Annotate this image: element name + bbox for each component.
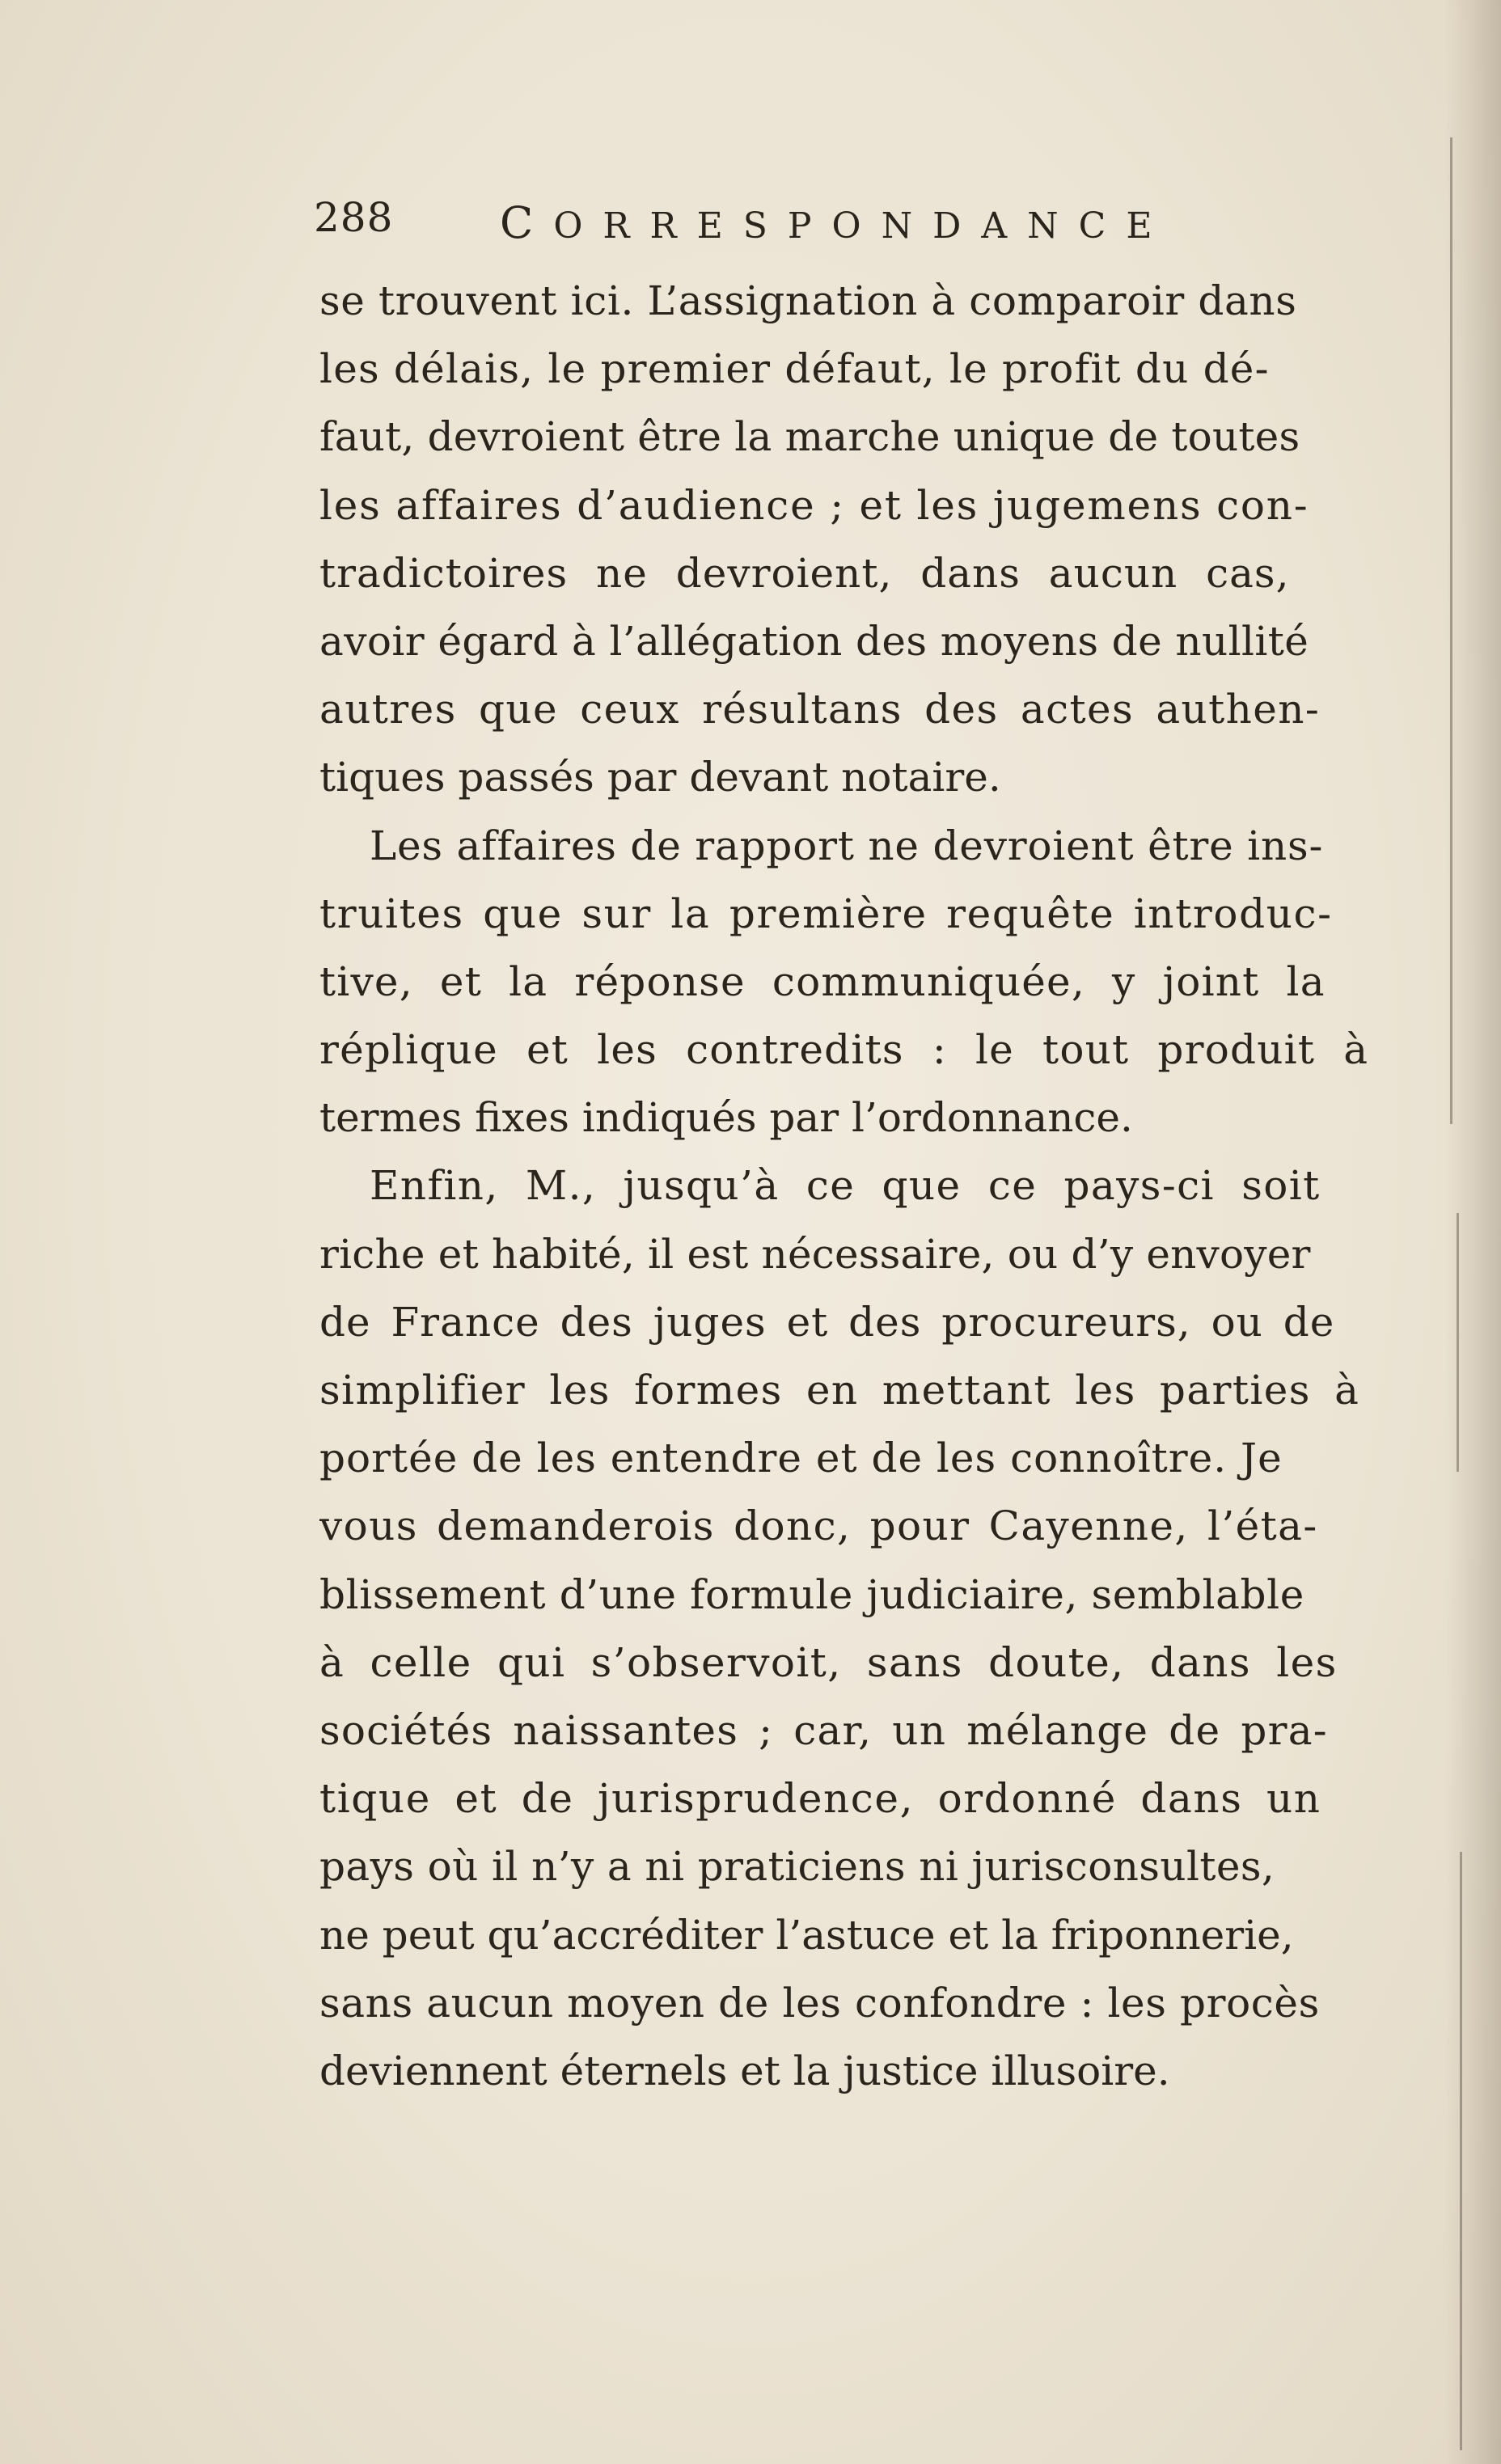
page-edge-shadow [1444, 0, 1501, 2464]
text-line: truites que sur la première requête introduc- [319, 890, 1333, 937]
body-text [319, 267, 1427, 2105]
text-line: tiques passés par devant notaire. [319, 754, 1001, 801]
text-line: faut, devroient être la marche unique de toutes [319, 413, 1300, 461]
text-line: vous demanderois donc, pour Cayenne, l’éta- [319, 1502, 1318, 1550]
text-line: Enfin, M., jusqu’à ce que ce pays-ci soit [370, 1162, 1321, 1210]
text-line: à celle qui s’observoit, sans doute, dans les [319, 1638, 1338, 1686]
text-line: se trouvent ici. L’assignation à comparoir dans [319, 277, 1297, 324]
text-line: termes fixes indiqués par l’ordonnance. [319, 1094, 1133, 1142]
text-line: autres que ceux résultans des actes authen- [319, 686, 1321, 733]
text-line: sans aucun moyen de les confondre : les procès [319, 1979, 1320, 2027]
text-line: avoir égard à l’allégation des moyens de nullité [319, 617, 1309, 665]
text-line: riche et habité, il est nécessaire, ou d’y envoyer [319, 1230, 1311, 1278]
page-number: 288 [314, 194, 394, 241]
text-line: de France des juges et des procureurs, ou de [319, 1298, 1335, 1346]
page-edge-line [1460, 1852, 1462, 2450]
text-line: portée de les entendre et de les connoître. Je [319, 1435, 1283, 1482]
text-line: tive, et la réponse communiquée, y joint la [319, 957, 1326, 1005]
page-edge-line [1457, 1213, 1459, 1472]
text-line: les délais, le premier défaut, le profit du dé- [319, 345, 1270, 393]
running-title: CORRESPONDANCE [500, 197, 1173, 248]
page-header [314, 194, 1292, 259]
text-line: sociétés naissantes ; car, un mélange de pra- [319, 1706, 1328, 1754]
text-line: réplique et les contredits : le tout produit à [319, 1026, 1369, 1074]
text-line: tradictoires ne devroient, dans aucun cas, [319, 549, 1290, 597]
text-line: pays où il n’y a ni praticiens ni jurisconsultes, [319, 1843, 1275, 1891]
text-line: deviennent éternels et la justice illusoire. [319, 2047, 1170, 2094]
text-line: blissement d’une formule judiciaire, semblable [319, 1570, 1304, 1618]
text-line: ne peut qu’accréditer l’astuce et la friponnerie, [319, 1911, 1294, 1959]
text-line: les affaires d’audience ; et les jugemens con- [319, 481, 1309, 529]
text-line: Les affaires de rapport ne devroient être ins- [370, 822, 1324, 869]
text-line: tique et de jurisprudence, ordonné dans un [319, 1775, 1321, 1823]
text-line: simplifier les formes en mettant les parties à [319, 1367, 1360, 1414]
page-edge-line [1450, 137, 1452, 1124]
